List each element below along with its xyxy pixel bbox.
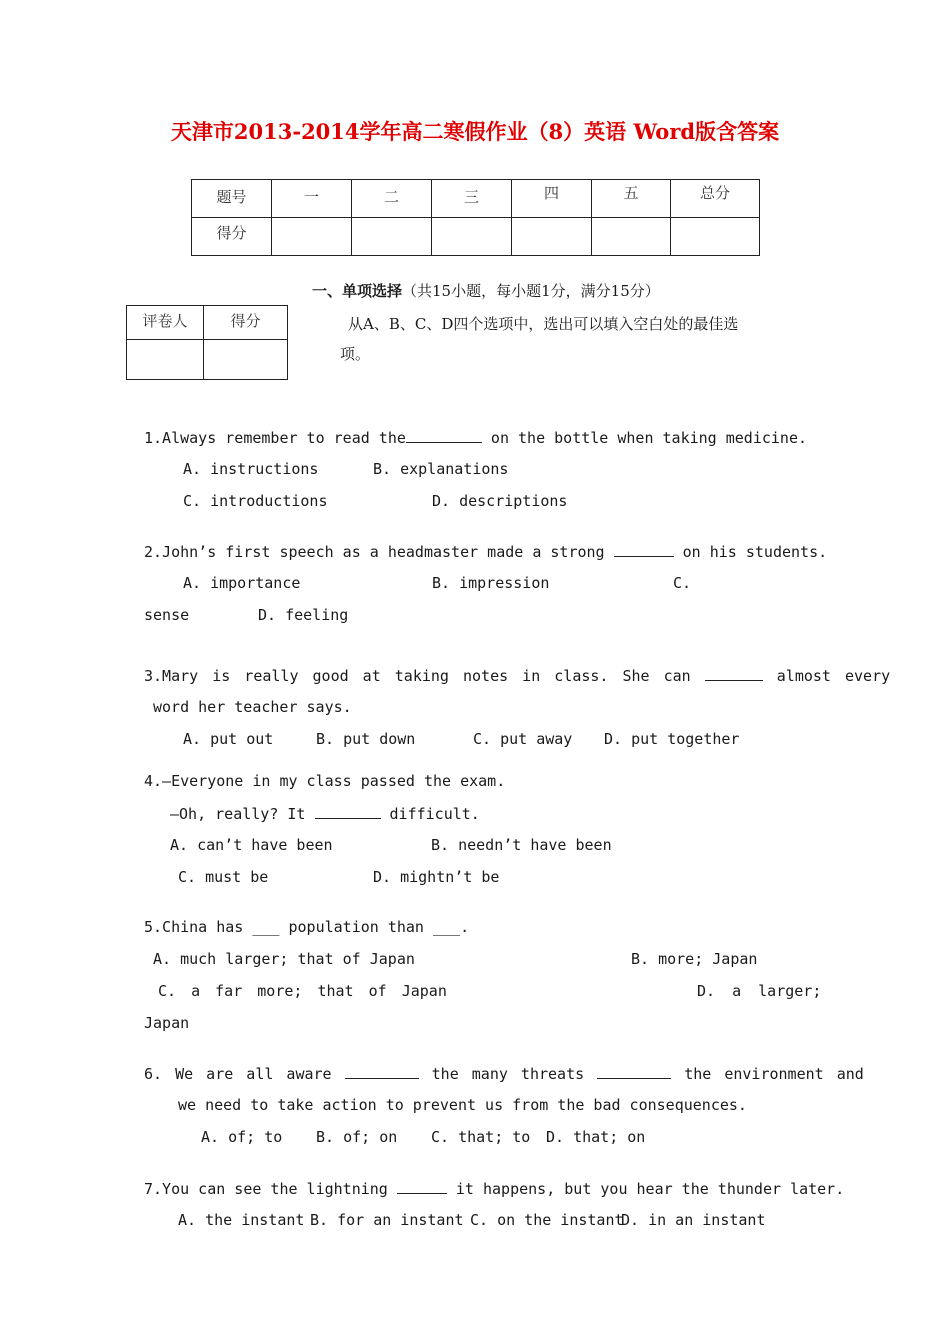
- question-3-stem-part: 3.Mary is really good at taking notes in class. She can: [144, 667, 691, 685]
- grader-reviewer-cell: [127, 340, 204, 380]
- question-4-option-b: B. needn’t have been: [431, 836, 612, 854]
- question-3-option-a: A. put out: [183, 730, 274, 748]
- question-6-option-a: A. of; to: [201, 1128, 283, 1146]
- question-1-option-c: C. introductions: [183, 492, 328, 510]
- question-5-option-d: D. a larger;: [697, 982, 822, 1000]
- score-table-header-row: [192, 180, 760, 218]
- question-5-option-b: B. more; Japan: [631, 950, 758, 968]
- question-1-option-b: B. explanations: [373, 460, 509, 478]
- question-6-stem-part: 6. We are all aware: [144, 1065, 332, 1083]
- question-3-option-b: B. put down: [316, 730, 416, 748]
- score-table-score-row: [192, 218, 760, 256]
- section-heading-bold: 一、单项选择: [312, 282, 403, 300]
- question-3-stem-part: almost every: [776, 667, 891, 685]
- grader-score-cell: [204, 340, 288, 380]
- score-cell: [432, 218, 512, 256]
- question-2-stem-part: 2.John’s first speech as a headmaster made a strong: [144, 543, 614, 561]
- question-4-stem: 4.—Everyone in my class passed the exam.: [144, 772, 506, 790]
- question-5-option-a: A. much larger; that of Japan: [153, 950, 415, 968]
- question-4-stem-line2: [170, 804, 480, 823]
- answer-blank: [406, 428, 482, 443]
- question-2-option-c: C.: [673, 574, 692, 592]
- section-instruction-line2: 项。: [340, 345, 371, 363]
- question-1-option-d: D. descriptions: [432, 492, 568, 510]
- grader-reviewer-label: 评卷人: [127, 306, 204, 340]
- answer-blank: [614, 542, 674, 557]
- answer-blank: [315, 804, 381, 819]
- question-4-option-d: D. mightn’t be: [373, 868, 500, 886]
- question-6-option-d: D. that; on: [546, 1128, 646, 1146]
- question-6-stem-part: the many threats: [431, 1065, 585, 1083]
- question-2-stem: [144, 542, 827, 561]
- question-5-stem: 5.China has ___ population than ___.: [144, 918, 470, 936]
- section-heading-note: （共15小题，每小题1分，满分15分）: [402, 282, 660, 300]
- section-heading: [312, 280, 660, 301]
- score-header-cell: 一: [272, 180, 352, 218]
- score-table: [191, 179, 760, 256]
- score-cell: [671, 218, 760, 256]
- grader-score-label: 得分: [204, 306, 288, 340]
- question-2-option-b: B. impression: [432, 574, 550, 592]
- answer-blank: [345, 1064, 419, 1079]
- question-3-stem: [144, 666, 890, 685]
- question-6-option-b: B. of; on: [316, 1128, 398, 1146]
- score-header-cell: 总分: [671, 180, 760, 218]
- question-4-stem-part: —Oh, really? It: [170, 805, 315, 823]
- question-7-stem: [144, 1179, 844, 1198]
- grader-entry-row: [127, 340, 288, 380]
- question-1-stem: [144, 428, 807, 447]
- score-header-cell: 四: [512, 180, 592, 218]
- question-2-option-a: A. importance: [183, 574, 301, 592]
- question-6-stem-line2: we need to take action to prevent us from the bad consequences.: [178, 1096, 747, 1114]
- question-1-stem-part: 1.Always remember to read the: [144, 429, 406, 447]
- question-2-option-c-text: sense: [144, 606, 190, 624]
- question-6-option-c: C. that; to: [431, 1128, 531, 1146]
- section-instruction-line1: 从A、B、C、D四个选项中，选出可以填入空白处的最佳选: [348, 315, 739, 333]
- question-6-stem-part: the environment and: [684, 1065, 864, 1083]
- score-header-cell: 题号: [192, 180, 272, 218]
- question-7-option-c: C. on the instant: [470, 1211, 624, 1229]
- question-5-option-c: C. a far more; that of Japan: [158, 982, 447, 1000]
- question-3-option-d: D. put together: [604, 730, 740, 748]
- answer-blank: [705, 666, 763, 681]
- document-title: 天津市2013-2014学年高二寒假作业（8）英语 Word版含答案: [170, 119, 780, 144]
- grader-header-row: [127, 306, 288, 340]
- question-7-stem-part: it happens, but you hear the thunder later.: [446, 1180, 845, 1198]
- question-2-stem-part: on his students.: [673, 543, 828, 561]
- score-header-cell: 三: [432, 180, 512, 218]
- question-2-option-d: D. feeling: [258, 606, 349, 624]
- score-cell: [272, 218, 352, 256]
- grader-table: [126, 305, 288, 380]
- question-7-stem-part: 7.You can see the lightning: [144, 1180, 397, 1198]
- question-3-option-c: C. put away: [473, 730, 573, 748]
- question-3-stem-line2: word her teacher says.: [153, 698, 352, 716]
- question-4-option-a: A. can’t have been: [170, 836, 333, 854]
- question-4-stem-part: difficult.: [380, 805, 480, 823]
- score-cell: [592, 218, 671, 256]
- score-header-cell: 五: [592, 180, 671, 218]
- question-7-option-a: A. the instant: [178, 1211, 305, 1229]
- score-cell: [512, 218, 592, 256]
- answer-blank: [597, 1064, 671, 1079]
- question-1-stem-part: on the bottle when taking medicine.: [481, 429, 808, 447]
- score-row-label: 得分: [192, 218, 272, 256]
- question-4-option-c: C. must be: [178, 868, 269, 886]
- question-7-option-d: D. in an instant: [621, 1211, 766, 1229]
- answer-blank: [397, 1179, 447, 1194]
- question-7-option-b: B. for an instant: [310, 1211, 464, 1229]
- question-1-option-a: A. instructions: [183, 460, 319, 478]
- question-5-option-d-text: Japan: [144, 1014, 190, 1032]
- question-6-stem: [144, 1064, 864, 1083]
- score-cell: [352, 218, 432, 256]
- score-header-cell: 二: [352, 180, 432, 218]
